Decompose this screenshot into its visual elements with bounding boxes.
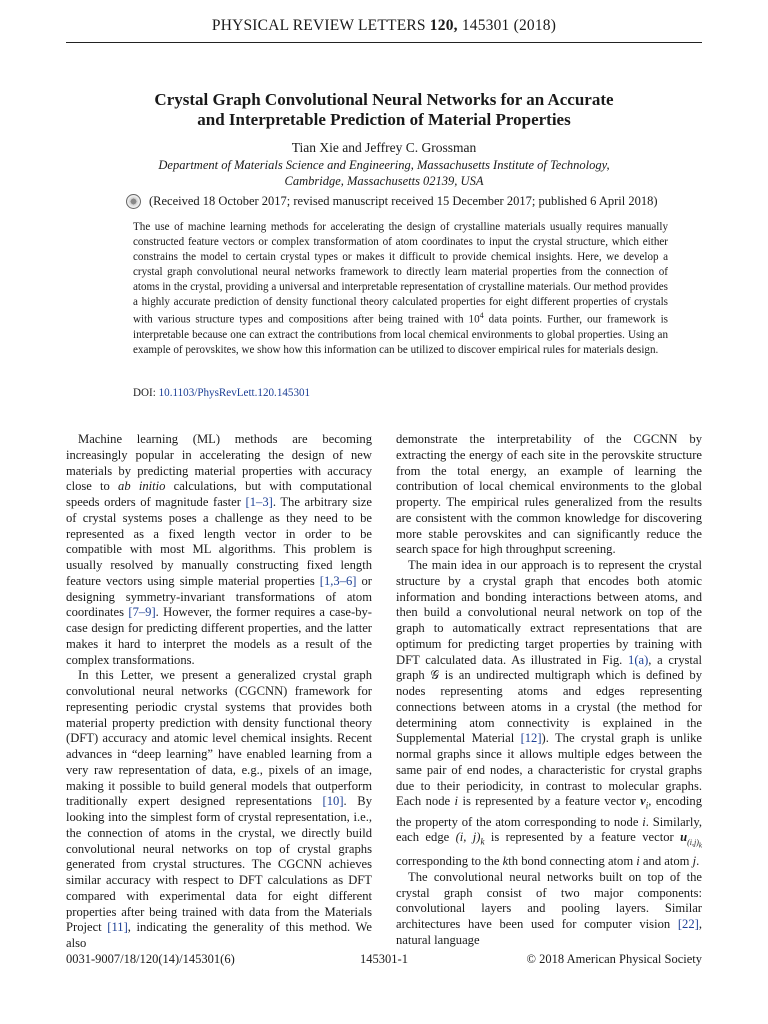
italic-ab-initio: ab initio <box>118 479 166 494</box>
doi-link[interactable]: 10.1103/PhysRevLett.120.145301 <box>158 387 311 399</box>
citation-link[interactable]: [12] <box>520 731 542 746</box>
crossmark-icon[interactable] <box>126 194 141 209</box>
left-paragraph-2: In this Letter, we present a generalized crystal graph convolutional neural networks (CGCNN) framework for representing periodic crystal systems that provides both material property prediction with density functional theory (DFT) accuracy and atomic level chemical insights. Recent advances in “deep learning” have enabled learning from a very raw representation of data, e.g., pixels of an image, making it possible to build general models that outperform traditionally expert designed representations [10]. By looking into the simplest form of crystal representation, i.e., the connection of atoms in the crystal, we directly build convolutional neural networks on top of crystal graphs generated from crystal structures. The CGCNN achieves similar accuracy with respect to DFT calculations as DFT compared with experimental data for eight different properties after being trained with data from the Materials Project [11], indicating the generality of this method. We also <box>66 668 372 950</box>
footer-code: 0031-9007/18/120(14)/145301(6) <box>66 952 235 966</box>
abstract <box>133 220 668 358</box>
authors: Tian Xie and Jeffrey C. Grossman <box>291 140 477 155</box>
figure-link[interactable]: 1(a) <box>628 652 649 667</box>
title-line-2: and Interpretable Prediction of Material Properties <box>197 110 571 129</box>
doi <box>133 387 310 399</box>
graph-symbol: 𝒢 <box>430 668 440 683</box>
copyright: © 2018 American Physical Society <box>526 952 702 966</box>
abstract-part-1: The use of machine learning methods for accelerating the design of crystalline materials usually requires manually constructed feature vectors or complex transformation of atom coordinates to input the crystal structure, which either constrains the model to certain crystal types or makes it difficult to provide chemical insights. Here, we develop a crystal graph convolutional neural networks framework to directly learn material properties from the connection of atoms in the crystal, providing a universal and interpretable representation of crystalline materials. Our method provides a highly accurate prediction of density functional theory calculated properties for eight different properties of crystals with various structure types and compositions after being trained with 10 <box>133 221 668 327</box>
citation-link[interactable]: [22] <box>677 917 699 932</box>
article-number: 145301 (2018) <box>461 17 557 34</box>
citation-link[interactable]: [11] <box>107 920 128 935</box>
citation-link[interactable]: [1–3] <box>245 495 273 509</box>
page-number: 145301-1 <box>360 952 408 966</box>
title-line-1: Crystal Graph Convolutional Neural Networks for an Accurate <box>154 90 614 109</box>
paper-title <box>100 90 668 130</box>
affiliation-line-1: Department of Materials Science and Engineering, Massachusetts Institute of Technology, <box>158 158 610 172</box>
header-rule <box>66 42 702 43</box>
affiliation <box>110 157 658 189</box>
citation-link[interactable]: [1,3–6] <box>319 573 357 588</box>
doi-label: DOI: <box>133 387 156 399</box>
abstract-superscript: 4 <box>479 311 484 321</box>
journal-volume: 120, <box>429 17 458 34</box>
right-paragraph-1: demonstrate the interpretability of the CGCNN by extracting the energy of each site in the perovskite structure from the total energy, an example of learning the contribution of local chemical environments to the global property. The empirical rules generalized from the results are consistent with the common knowledge for discovering more stable perovskites and can significantly reduce the search space for high throughput screening. <box>396 432 702 557</box>
received-dates <box>126 194 658 209</box>
journal-name: PHYSICAL REVIEW LETTERS <box>211 17 426 34</box>
citation-link[interactable]: [7–9] <box>128 605 156 620</box>
left-column <box>66 432 372 952</box>
abstract-text <box>133 220 668 358</box>
affiliation-line-2: Cambridge, Massachusetts 02139, USA <box>284 174 484 188</box>
right-paragraph-2: The main idea in our approach is to represent the crystal structure by a crystal graph that encodes both atomic information and bonding interactions between atoms, and then build a convolutional neural network on top of the graph to automatically extract representations that are optimum for predicting target properties by training with DFT calculated data. As illustrated in Fig. 1(a), a crystal graph 𝒢 is an undirected multigraph which is defined by nodes representing atoms and edges representing connections between atoms in a crystal (the method for determining atom connectivity is explained in the Supplemental Material [12]). The crystal graph is unlike normal graphs since it allows multiple edges between the same pair of end nodes, a characteristic for crystal graphs due to their periodicity, in contrast to molecular graphs. Each node i is represented by a feature vector $v_i$, encoding the property of the atom corresponding to node i. Similarly, each edge (i, $j)_k$ is represented by a feature vector $u_{(i,j)_k}$ corresponding to the kth bond connecting atom i and atom j. <box>396 558 702 869</box>
right-paragraph-3: The convolutional neural networks built on top of the crystal graph consist of two major components: convolutional layers and pooling layers. Similar architectures have been used for computer vision [22], natural language <box>396 869 702 947</box>
citation-link[interactable]: [10] <box>322 794 344 809</box>
journal-header <box>66 17 702 35</box>
abstract-part-2: data points. Further, our framework is interpretable because one can extract the contributions from local chemical environments to global properties. Using an example of perovskites, we show how this information can be utilized to discover empirical rules for materials design. <box>133 314 668 356</box>
received-text: (Received 18 October 2017; revised manuscript received 15 December 2017; published 6 April 2018) <box>149 194 658 208</box>
right-column <box>396 432 702 949</box>
left-paragraph-1: Machine learning (ML) methods are becoming increasingly popular in accelerating the design of new materials by predicting material properties with accuracy close to ab initio calculations, but with computational speeds orders of magnitude faster [1–3]. The arbitrary size of crystal systems poses a challenge as they need to be represented as a fixed length vector in order to be compatible with most ML algorithms. This problem is usually resolved by manually constructing fixed length feature vectors using simple material properties [1,3–6] or designing symmetry-invariant transformations of atom coordinates [7–9]. However, the former requires a case-by-case design for predicting different properties, and the latter makes it hard to interpret the models as a result of the complex transformations. <box>66 432 373 667</box>
